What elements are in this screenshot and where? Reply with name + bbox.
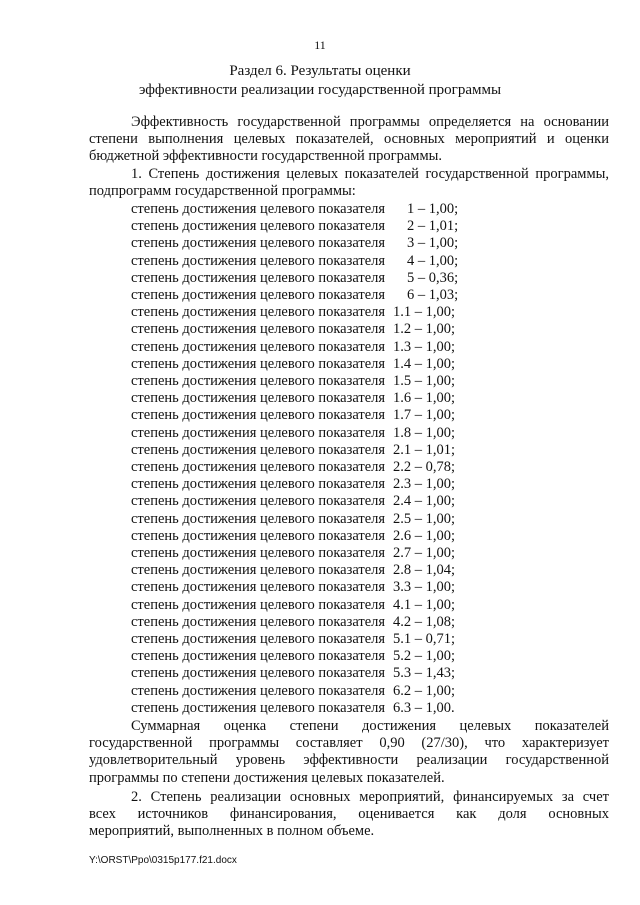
indicator-row bbox=[131, 270, 551, 287]
indicator-label: степень достижения целевого показателя bbox=[131, 699, 386, 716]
page-number: 11 bbox=[314, 38, 326, 52]
indicator-value: 1.5 – 1,00; bbox=[393, 373, 456, 390]
indicator-row bbox=[131, 218, 551, 235]
indicator-value: 1.3 – 1,00; bbox=[393, 338, 456, 355]
indicator-label: степень достижения целевого показателя bbox=[131, 579, 386, 596]
indicator-row bbox=[131, 579, 551, 596]
indicator-row bbox=[131, 476, 551, 493]
indicator-label: степень достижения целевого показателя bbox=[131, 390, 386, 407]
item2-line: 2. Степень реализации основных мероприятий, финансируемых за счет bbox=[131, 789, 609, 805]
indicator-row bbox=[131, 614, 551, 631]
indicator-label: степень достижения целевого показателя bbox=[131, 510, 386, 527]
indicator-label: степень достижения целевого показателя bbox=[131, 407, 386, 424]
indicator-value: 2.4 – 1,00; bbox=[393, 493, 456, 510]
indicator-label: степень достижения целевого показателя bbox=[131, 527, 386, 544]
indicator-value: 3.3 – 1,00; bbox=[393, 579, 456, 596]
indicator-value: 5.1 – 0,71; bbox=[393, 631, 456, 648]
item1-paragraph bbox=[89, 166, 609, 200]
indicator-value: 2.5 – 1,00; bbox=[393, 510, 456, 527]
indicator-row bbox=[131, 700, 551, 717]
indicator-value: 2.2 – 0,78; bbox=[393, 459, 456, 476]
summary-line: программы по степени достижения целевых показателей. bbox=[89, 769, 445, 786]
indicator-value: 5 – 0,36; bbox=[407, 269, 459, 286]
indicator-row bbox=[131, 528, 551, 545]
indicator-label: степень достижения целевого показателя bbox=[131, 321, 386, 338]
indicator-row bbox=[131, 493, 551, 510]
indicator-value: 1.1 – 1,00; bbox=[393, 304, 456, 321]
indicator-value: 1.2 – 1,00; bbox=[393, 321, 456, 338]
indicator-row bbox=[131, 459, 551, 476]
indicator-label: степень достижения целевого показателя bbox=[131, 682, 386, 699]
indicator-row bbox=[131, 425, 551, 442]
indicator-row bbox=[131, 511, 551, 528]
indicator-row bbox=[131, 631, 551, 648]
indicator-row bbox=[131, 287, 551, 304]
indicator-label: степень достижения целевого показателя bbox=[131, 304, 386, 321]
indicator-label: степень достижения целевого показателя bbox=[131, 596, 386, 613]
indicator-label: степень достижения целевого показателя bbox=[131, 613, 386, 630]
indicator-value: 2.6 – 1,00; bbox=[393, 527, 456, 544]
indicator-label: степень достижения целевого показателя bbox=[131, 218, 386, 235]
indicator-value: 5.2 – 1,00; bbox=[393, 648, 456, 665]
indicator-row bbox=[131, 304, 551, 321]
summary-line: государственной программы составляет 0,90 (27/30), что характеризует bbox=[89, 735, 609, 752]
indicator-list bbox=[131, 201, 551, 717]
indicator-label: степень достижения целевого показателя bbox=[131, 493, 386, 510]
indicator-label: степень достижения целевого показателя bbox=[131, 648, 386, 665]
indicator-row bbox=[131, 597, 551, 614]
indicator-row bbox=[131, 407, 551, 424]
intro-line: бюджетной эффективности государственной программы. bbox=[89, 148, 443, 165]
indicator-value: 3 – 1,00; bbox=[407, 235, 459, 252]
section-title: Раздел 6. Результаты оценки bbox=[229, 63, 411, 79]
intro-line: Эффективность государственной программы определяется на основании bbox=[131, 114, 609, 130]
indicator-label: степень достижения целевого показателя bbox=[131, 562, 386, 579]
indicator-value: 2.8 – 1,04; bbox=[393, 562, 456, 579]
indicator-label: степень достижения целевого показателя bbox=[131, 631, 386, 648]
item2-line: мероприятий, выполненных в полном объеме. bbox=[89, 823, 375, 840]
indicator-label: степень достижения целевого показателя bbox=[131, 373, 386, 390]
indicator-row bbox=[131, 562, 551, 579]
indicator-row bbox=[131, 442, 551, 459]
indicator-value: 1.7 – 1,00; bbox=[393, 407, 456, 424]
indicator-label: степень достижения целевого показателя bbox=[131, 269, 386, 286]
indicator-value: 4.2 – 1,08; bbox=[393, 613, 456, 630]
indicator-value: 1.4 – 1,00; bbox=[393, 355, 456, 372]
indicator-label: степень достижения целевого показателя bbox=[131, 665, 386, 682]
intro-paragraph bbox=[89, 114, 609, 166]
indicator-label: степень достижения целевого показателя bbox=[131, 441, 386, 458]
indicator-label: степень достижения целевого показателя bbox=[131, 424, 386, 441]
indicator-label: степень достижения целевого показателя bbox=[131, 201, 386, 217]
indicator-label: степень достижения целевого показателя bbox=[131, 287, 386, 304]
indicator-value: 1.8 – 1,00; bbox=[393, 424, 456, 441]
indicator-value: 5.3 – 1,43; bbox=[393, 665, 456, 682]
indicator-label: степень достижения целевого показателя bbox=[131, 338, 386, 355]
indicator-value: 2.1 – 1,01; bbox=[393, 441, 456, 458]
indicator-row bbox=[131, 253, 551, 270]
indicator-label: степень достижения целевого показателя bbox=[131, 545, 386, 562]
indicator-value: 4.1 – 1,00; bbox=[393, 596, 456, 613]
summary-paragraph bbox=[89, 718, 609, 787]
item2-paragraph bbox=[89, 789, 609, 841]
indicator-label: степень достижения целевого показателя bbox=[131, 355, 386, 372]
indicator-row bbox=[131, 648, 551, 665]
indicator-row bbox=[131, 390, 551, 407]
indicator-value: 2 – 1,01; bbox=[407, 218, 459, 235]
indicator-row bbox=[131, 545, 551, 562]
indicator-value: 2.3 – 1,00; bbox=[393, 476, 456, 493]
indicator-row bbox=[131, 373, 551, 390]
indicator-value: 6 – 1,03; bbox=[407, 287, 459, 304]
item1-line: подпрограмм государственной программы: bbox=[89, 183, 356, 200]
indicator-row bbox=[131, 201, 551, 218]
indicator-label: степень достижения целевого показателя bbox=[131, 252, 386, 269]
indicator-value: 1 – 1,00; bbox=[407, 201, 459, 217]
indicator-value: 1.6 – 1,00; bbox=[393, 390, 456, 407]
indicator-label: степень достижения целевого показателя bbox=[131, 459, 386, 476]
indicator-value: 2.7 – 1,00; bbox=[393, 545, 456, 562]
indicator-value: 4 – 1,00; bbox=[407, 252, 459, 269]
indicator-row bbox=[131, 665, 551, 682]
summary-line: удовлетворительный уровень эффективности реализации государственной bbox=[89, 752, 609, 769]
item1-line: 1. Степень достижения целевых показателей государственной программы, bbox=[131, 166, 609, 182]
indicator-label: степень достижения целевого показателя bbox=[131, 476, 386, 493]
indicator-row bbox=[131, 683, 551, 700]
indicator-row bbox=[131, 235, 551, 252]
indicator-value: 6.3 – 1,00. bbox=[393, 699, 455, 716]
item2-line: всех источников финансирования, оценивается как доля основных bbox=[89, 806, 609, 823]
section-heading bbox=[0, 62, 640, 100]
indicator-row bbox=[131, 321, 551, 338]
indicator-row bbox=[131, 339, 551, 356]
indicator-label: степень достижения целевого показателя bbox=[131, 235, 386, 252]
indicator-row bbox=[131, 356, 551, 373]
indicator-value: 6.2 – 1,00; bbox=[393, 682, 456, 699]
intro-line: степени выполнения целевых показателей, основных мероприятий и оценки bbox=[89, 131, 609, 148]
section-subtitle: эффективности реализации государственной программы bbox=[138, 82, 502, 98]
file-path-footer: Y:\ORST\Ppo\0315p177.f21.docx bbox=[89, 855, 237, 866]
summary-line: Суммарная оценка степени достижения целевых показателей bbox=[131, 718, 609, 734]
